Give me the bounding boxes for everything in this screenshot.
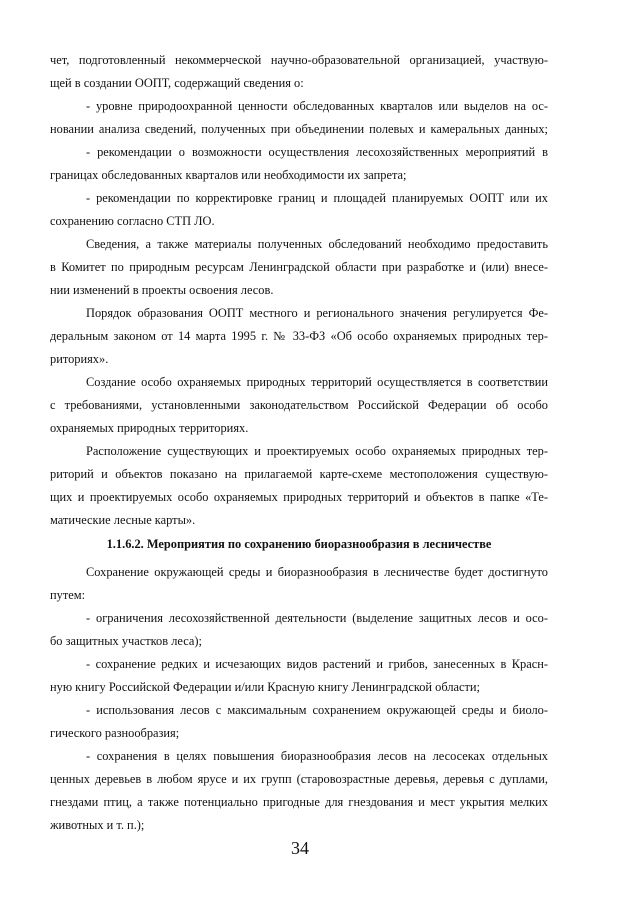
text-line: бо защитных участков леса); (50, 634, 202, 648)
text-line: с требованиями, установленными законодательством Российской Федерации об особо (50, 398, 548, 412)
text-line: деральным законом от 14 марта 1995 г. № 33-ФЗ «Об особо охраняемых природных тер- (50, 329, 548, 343)
text-line: Сведения, а также материалы полученных обследований необходимо предоставить (86, 237, 548, 251)
text-line: - сохранение редких и исчезающих видов растений и грибов, занесенных в Красн- (86, 657, 548, 671)
text-line: новании анализа сведений, полученных при объединении полевых и камеральных данных; (50, 122, 548, 136)
text-line: нии изменений в проекты освоения лесов. (50, 283, 274, 297)
text-line: границах обследованных кварталов или необходимости их запрета; (50, 168, 407, 182)
text-line: чет, подготовленный некоммерческой научно-образовательной организацией, участвую- (50, 53, 548, 67)
text-line: - использования лесов с максимальным сохранением окружающей среды и биоло- (86, 703, 548, 717)
text-line: - рекомендации о возможности осуществления лесохозяйственных мероприятий в (86, 145, 548, 159)
text-line: в Комитет по природным ресурсам Ленинградской области при разработке и (или) внесе- (50, 260, 548, 274)
text-line: - сохранения в целях повышения биоразнообразия лесов на лесосеках отдельных (86, 749, 548, 763)
text-line: - уровне природоохранной ценности обследованных кварталов или выделов на ос- (86, 99, 548, 113)
text-line: Создание особо охраняемых природных территорий осуществляется в соответствии (86, 375, 548, 389)
text-line: ную книгу Российской Федерации и/или Красную книгу Ленинградской области; (50, 680, 480, 694)
section-heading: 1.1.6.2. Мероприятия по сохранению биоразнообразия в лесничестве (106, 537, 492, 551)
text-line: ценных деревьев в любом ярусе и их групп (старовозрастные деревья, деревья с дуплами, (50, 772, 548, 786)
text-line: гнездами птиц, а также потенциально пригодные для гнездования и мест укрытия мелких (50, 795, 548, 809)
text-line: Порядок образования ООПТ местного и регионального значения регулируется Фе- (86, 306, 548, 320)
text-line: - ограничения лесохозяйственной деятельности (выделение защитных лесов и осо- (86, 611, 548, 625)
text-line: щей в создании ООПТ, содержащий сведения о: (50, 76, 304, 90)
text-line: матические лесные карты». (50, 513, 196, 527)
text-line: - рекомендации по корректировке границ и площадей планируемых ООПТ или их (86, 191, 548, 205)
text-line: риториях». (50, 352, 109, 366)
text-line: животных и т. п.); (50, 818, 145, 832)
text-line: сохранению согласно СТП ЛО. (50, 214, 215, 228)
text-line: путем: (50, 588, 86, 602)
text-line: Расположение существующих и проектируемых особо охраняемых природных тер- (86, 444, 548, 458)
text-line: риторий и объектов показано на прилагаемой карте-схеме местоположения существую- (50, 467, 548, 481)
text-line: гического разнообразия; (50, 726, 180, 740)
page-number: 34 (291, 838, 309, 858)
text-line: щих и проектируемых особо охраняемых природных территорий и объектов в папке «Те- (50, 490, 548, 504)
text-line: охраняемых природных территориях. (50, 421, 249, 435)
text-line: Сохранение окружающей среды и биоразнообразия в лесничестве будет достигнуто (86, 565, 548, 579)
